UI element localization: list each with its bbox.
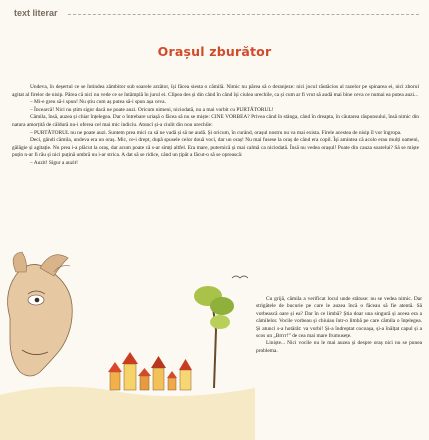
paragraph: Cămila, însă, auzea și chiar înțelegea. Dar o întrebare uriașă o făcea să nu se miște: CINE VORBEA? Privea când în stânga, când în dreapta, în căutarea răspunsului, însă nimic din natura amorțită de căldură nu-i oferea cel mai mic indiciu. Atunci și-a ciulit din nou urechile: [12,114,419,128]
story-title: Orașul zburător [157,44,272,59]
paragraph: – PURTĂTORUL nu ne poate auzi. Suntem prea mici ca să ne vadă și să ne audă. Și oricum, în curând, orașul nostru nu va mai exista. Firele acestea de nisip îl vor îngropa. [30,129,402,136]
paragraph: Liniște... Nici vocile nu le mai auzea și despre oraș nici nu se punea problema. [256,340,422,354]
paragraph: – Încearcă! Nici nu știm sigur dacă ne poate auzi. Oricum nimeni, niciodată, nu a mai vorbit cu PURTĂTORUL! [30,106,274,113]
tree-icon [194,286,234,388]
side-column-text [256,296,422,355]
paragraph: Deci, gândi cămila, undeva era un oraș. Mic, ce-i drept, dupã spusele celor două voci, dar un oraș! Nu mai fusese la oraș de când era copil. Își amintea că acolo erau mulți oameni, gălăgie și agitație. Nu prea i-a plăcut la oraș, dar acum poate că s-ar simți altfel. Era mare, puternică și mai calmă ca niciodată. Însă nu vedea orașul! Poate din cauza soarelui? Să se miște puțin n-ar fi rău și nici puțină umbră nu i-ar strica. A dat să se ridice, când un țipăt a făcut-o să se oprească: [12,137,419,159]
section-header-label: text literar [14,8,58,18]
camel-icon [8,252,73,376]
paragraph: Cu grijă, cămila a verificat locul unde stătuse: nu se vedea nimic. Dar strigătele de bucurie pe care le auzea încă o făceau să fie atentă. Să vorbească oare și ea? Dar în ce limbă? Știa doar una singură și aceea era a cămilelor. Vocile vorbeau și chiuiau într-o limbă pe care cămila o înțelegea. Și atunci s-a hotărât: va vorbi! Și-a îndreptat cocoașa, și-a înălțat capul și a scos un „Brrrr!” de cea mai mare frumusețe. [256,296,422,340]
story-text [12,84,419,168]
paragraph: – Mi-e greu să-i spun! Nu știu cum aș putea să-i spun așa ceva. [30,99,166,106]
bird-icon [232,276,248,278]
paragraph: Undeva, în deșertul ce se întindea zâmbitor sub soarele arzător, își făcea siesta o cămilă. Nimic nu părea să o deranjeze: nici jocul răutăcios al razelor pe spinarea ei, nici zborul agitat al firelor de nisip. Părea că nici nu vede ce se întâmplă în jurul ei. Clipea des și din când în când își ciulea urechile, ca și cum ar fi vrut să audă mai bine ceva ce numai ea putea auzi... [12,84,419,98]
town-icon [108,352,192,390]
header-divider [68,14,419,15]
paragraph: – Auzit! Sigur a auzit! [30,159,78,166]
